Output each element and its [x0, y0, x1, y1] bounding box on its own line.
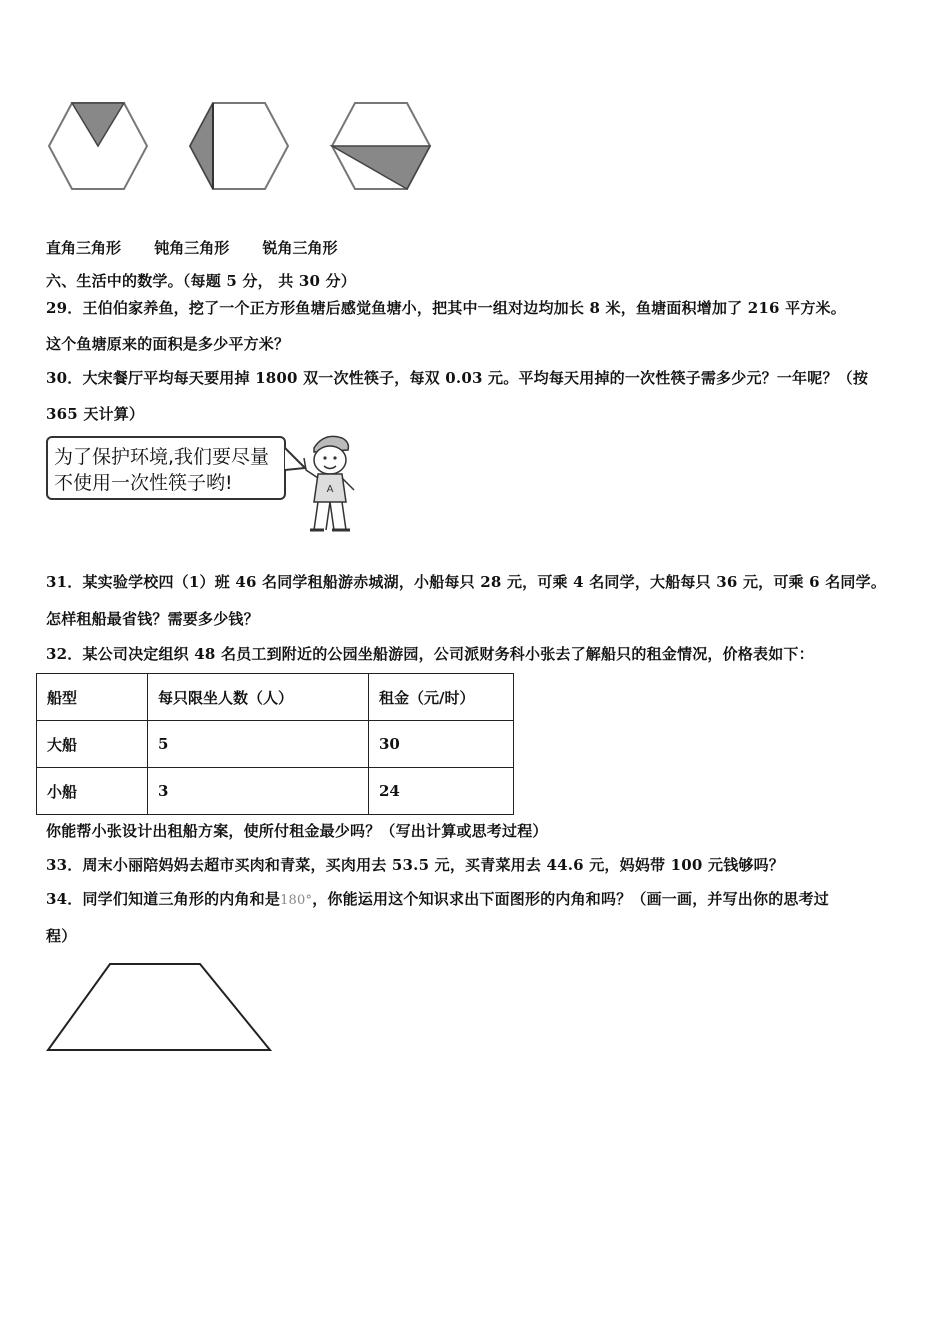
question-32-line2: 你能帮小张设计出租船方案，使所付租金最少吗？（写出计算或思考过程） [46, 822, 548, 840]
question-34-part2: ，你能运用这个知识求出下面图形的内角和吗？（画一画，并写出你的思考过 [312, 890, 830, 908]
table-row [37, 768, 514, 815]
section-six-heading: 六、生活中的数学。（每题 5 分， 共 30 分） [46, 272, 356, 290]
question-30-line1: 30．大宋餐厅平均每天要用掉 1800 双一次性筷子，每双 0.03 元。平均每天用掉的一次性筷子需多少元？一年呢？（按 [46, 369, 869, 387]
question-34-line1 [46, 888, 829, 909]
degree-value: 180° [280, 893, 313, 908]
table-header-row [37, 674, 514, 721]
triangle-labels [46, 237, 366, 258]
question-29-line2: 这个鱼塘原来的面积是多少平方米？ [46, 335, 290, 353]
question-33: 33．周末小丽陪妈妈去超市买肉和青菜，买肉用去 53.5 元，买青菜用去 44.6 元，妈妈带 100 元钱够吗？ [46, 856, 784, 874]
question-34-line2: 程） [46, 927, 77, 945]
bubble-line1: 为了保护环境,我们要尽量 [54, 446, 270, 468]
table-header-cell: 船型 [37, 674, 148, 721]
table-row [37, 721, 514, 768]
hexagon-figure-obtuse-triangle [187, 100, 291, 192]
label-acute-triangle: 锐角三角形 [262, 239, 338, 257]
table-cell: 5 [148, 721, 369, 768]
question-32-line1: 32．某公司决定组织 48 名员工到附近的公园坐船游园，公司派财务科小张去了解船只的租金情况，价格表如下： [46, 645, 814, 663]
trapezoid-figure [44, 960, 276, 1054]
table-cell: 小船 [37, 768, 148, 815]
svg-text:A: A [326, 484, 334, 495]
bubble-line2: 不使用一次性筷子哟! [54, 472, 233, 494]
table-cell: 30 [369, 721, 514, 768]
question-31-line2: 怎样租船最省钱？需要多少钱？ [46, 610, 259, 628]
table-cell: 3 [148, 768, 369, 815]
cartoon-boy-icon [300, 430, 362, 536]
question-34-part1: 34．同学们知道三角形的内角和是 [46, 890, 281, 908]
hexagon-figure-right-triangle [46, 100, 150, 192]
speech-bubble [46, 436, 286, 500]
table-header-cell: 租金（元/时） [369, 674, 514, 721]
question-29-line1: 29．王伯伯家养鱼，挖了一个正方形鱼塘后感觉鱼塘小，把其中一组对边均加长 8 米，鱼塘面积增加了 216 平方米。 [46, 299, 846, 317]
table-header-cell: 每只限坐人数（人） [148, 674, 369, 721]
boat-price-table [36, 673, 514, 815]
hexagon-figure-acute-triangle [329, 100, 433, 192]
question-31-line1: 31．某实验学校四（1）班 46 名同学租船游赤城湖，小船每只 28 元，可乘 4 名同学，大船每只 36 元，可乘 6 名同学。 [46, 573, 887, 591]
label-obtuse-triangle: 钝角三角形 [154, 239, 230, 257]
label-right-triangle: 直角三角形 [46, 239, 122, 257]
table-cell: 大船 [37, 721, 148, 768]
question-30-line2: 365 天计算） [46, 405, 145, 423]
table-cell: 24 [369, 768, 514, 815]
